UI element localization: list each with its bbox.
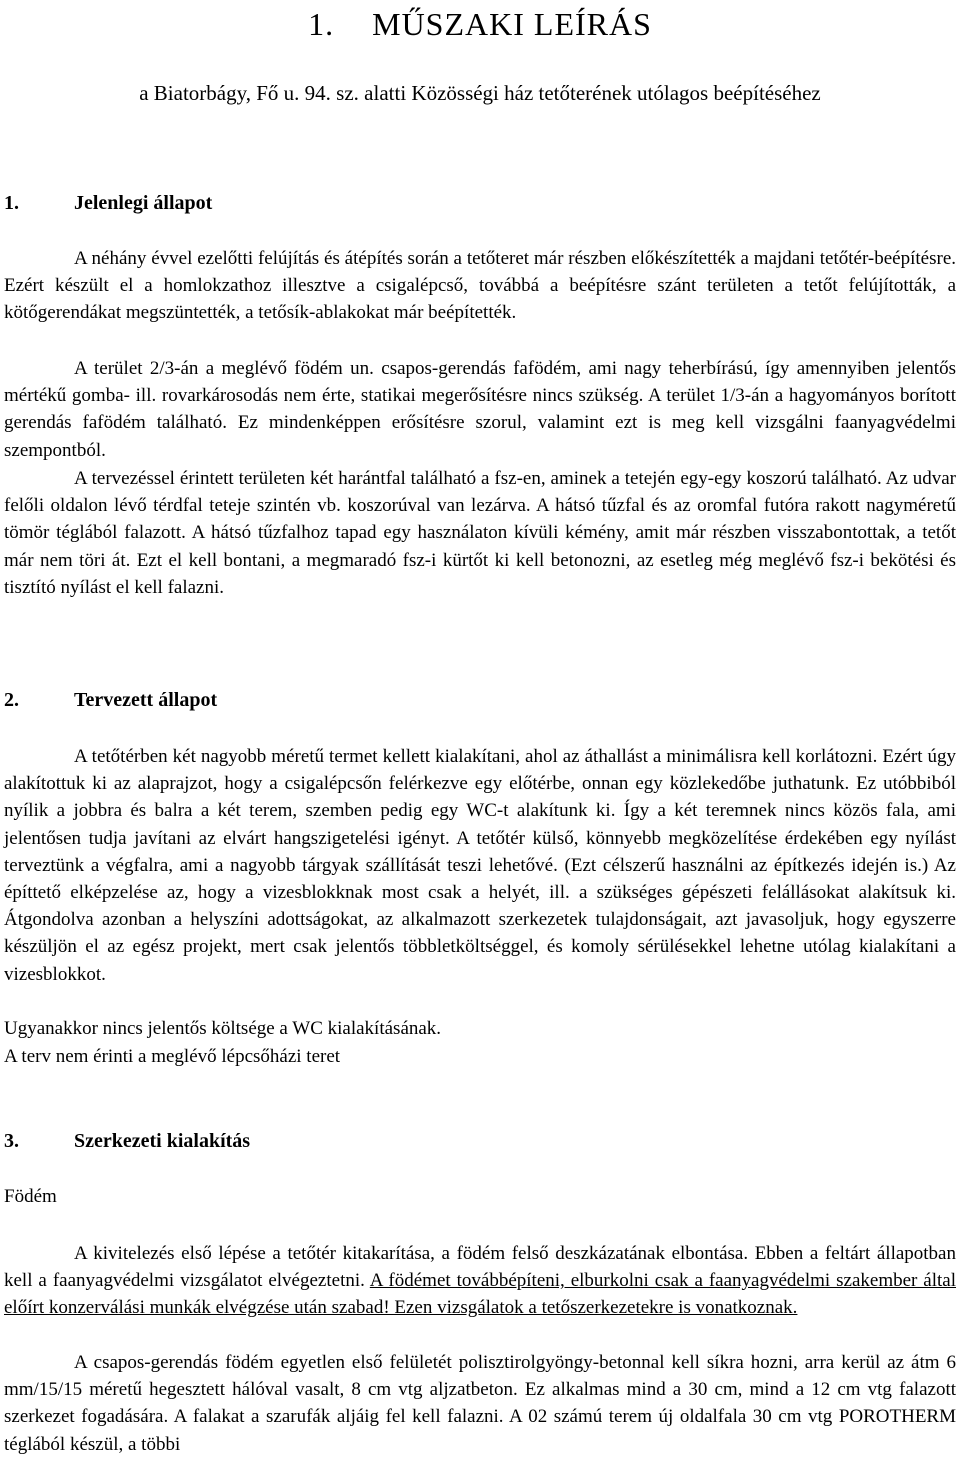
document-subtitle: a Biatorbágy, Fő u. 94. sz. alatti Közösségi ház tetőterének utólagos beépítéséhez bbox=[139, 81, 821, 105]
section-1-title: Jelenlegi állapot bbox=[74, 192, 213, 214]
section-2-heading bbox=[4, 687, 217, 713]
section-3-paragraph-2: A csapos-gerendás födém egyetlen első felületét polisztirolgyöngy-betonnal kell síkra hozni, arra kerül az átm 6 mm/15/15 méretű hegesztett hálóval vasalt, 8 cm vtg aljzatbeton. Ez alkalmas mind a 30 cm, mind a 12 cm vtg falazott szerkezet fogadására. A falakat a szarufák aljáig fel kell falazni. A 02 számú terem új oldalfala 30 cm vtg POROTHERM téglából készül, a többi bbox=[4, 1352, 956, 1455]
section-2-paragraph-2: Ugyanakkor nincs jelentős költsége a WC kialakításának. bbox=[4, 1018, 442, 1039]
section-1-number: 1. bbox=[4, 192, 19, 214]
section-3-paragraph-1: A kivitelezés első lépése a tetőtér kitakarítása, a födém felső deszkázatának elbontása. Ebben a feltárt állapotban kell a faanyagvédelmi vizsgálatot elvégeztetni. A födémet továbbépíteni, elburkolni csak a faanyagvédelmi szakember által előírt konzerválási munkák elvégzése után szabad! Ezen vizsgálatok a tetőszerkezetekre is vonatkoznak. bbox=[4, 1243, 957, 1319]
underlined-notice: A födémet továbbépíteni, elburkolni csak a faanyagvédelmi szakember által előírt konzerválási munkák elvégzése után szabad! Ezen vizsgálatok a tetőszerkezetekre is vonatkoznak. bbox=[4, 1270, 957, 1319]
section-2-paragraph-1: A tetőtérben két nagyobb méretű termet kellett kialakítani, ahol az áthallást a minimálisra kell korlátozni. Ezért úgy alakítottuk ki az alaprajzot, hogy a csigalépcsőn felérkezve egy előtérbe, onnan egy közlekedőbe juthatunk. Ez utóbbiból nyílik a jobbra és balra a két terem, szemben pedig egy WC-t alakítunk ki. Így a két teremnek nincs közös fala, ami jelentősen tudja javítani az elvárt hangszigetelési igényt. A tetőtér külső, könnyebb megközelítése érdekében egy nyílást terveztünk a végfalra, ami a nagyobb tárgyak szállítását teszi lehetővé. (Ezt célszerű használni az építkezés idején is.) Az építtető elképzelése az, hogy a vizesblokknak most csak a helyét, ill. a szükséges gépészeti felállásokat alakítsuk ki. Átgondolva azonban a helyszíni adottságokat, az alkalmazott szerkezetek tulajdonságait, azt javasoljuk, hogy egyszerre készüljön el az egész projekt, mert csak jelentős többletköltséggel, és komoly sérülésekkel lehetne utólag kialakítani a vizesblokkot. bbox=[4, 746, 956, 985]
section-3-heading bbox=[4, 1128, 250, 1154]
document-title-number: 1. bbox=[308, 6, 335, 42]
section-1-paragraph-2: A terület 2/3-án a meglévő födém un. csapos-gerendás fafödém, ami nagy teherbírású, így amennyiben jelentős mértékű gomba- ill. rovarkárosodás nem érte, statikai megerősítésre nincs szükség. A terület 1/3-án a hagyományos borított gerendás fafödém található. Ez mindenképpen erősítésre szorul, valamint ezt is meg kell vizsgálni faanyagvédelmi szempontból. bbox=[4, 358, 956, 461]
section-2-number: 2. bbox=[4, 689, 19, 711]
section-2-paragraph-3: A terv nem érinti a meglévő lépcsőházi teret bbox=[4, 1046, 341, 1067]
section-2-title: Tervezett állapot bbox=[74, 689, 218, 711]
section-3-title: Szerkezeti kialakítás bbox=[74, 1130, 251, 1152]
document-title bbox=[0, 2, 960, 46]
section-1-heading bbox=[4, 190, 212, 216]
section-3-number: 3. bbox=[4, 1130, 19, 1152]
section-1-paragraph-3: A tervezéssel érintett területen két harántfal található a fsz-en, aminek a tetején egy-egy koszorú található. Az udvar felőli oldalon lévő térdfal teteje szintén vb. koszorúval van lezárva. A hátsó tűzfal és az oromfal futóra rakott nagyméretű tömör téglából falazott. A hátsó tűzfalhoz tapad egy használaton kívüli kémény, amit már részben visszabontottak, a tetőt már nem töri át. Ezt el kell bontani, a megmaradó fsz-i kürtőt ki kell betonozni, az esetleg még meglévő fsz-i bekötési és tisztító nyílást el kell falazni. bbox=[4, 468, 956, 598]
section-3-subheading: Födém bbox=[4, 1186, 57, 1207]
document-title-text: MŰSZAKI LEÍRÁS bbox=[372, 6, 652, 42]
section-1-paragraph-1: A néhány évvel ezelőtti felújítás és átépítés során a tetőteret már részben előkészítették a majdani tetőtér-beépítésre. Ezért készült el a homlokzathoz illesztve a csigalépcső, továbbá a beépítésre szánt területen a tetőt felújították, a kötőgerendákat megszüntették, a tetősík-ablakokat már beépítették. bbox=[4, 248, 956, 324]
